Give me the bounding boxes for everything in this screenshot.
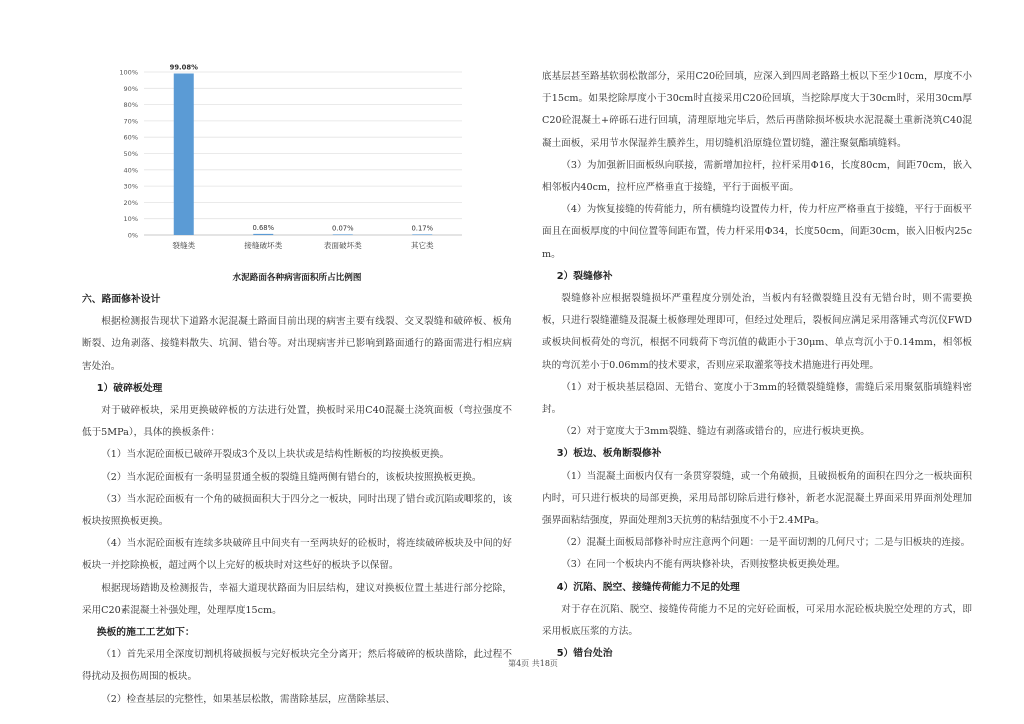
y-tick-label: 0% (127, 231, 138, 240)
y-tick-label: 60% (123, 133, 138, 142)
paragraph: 裂缝修补应根据裂缝损坏严重程度分别处治，当板内有轻微裂缝且没有无错台时，则不需要换板，只进行裂缝灌缝及混凝土板修理处理即可，但经过处理后，裂板间应满足采用落锤式弯沉仪FWD或板块间板荷处的弯沉，根据不同载荷下弯沉值的截距小于30μm、单点弯沉小于0.14mm，相邻板块的弯沉差小于0.06mm的技术要求，否则应采取灌浆等技术措施进行再处理。 (542, 293, 972, 371)
x-tick-label: 表面破坏类 (323, 241, 362, 250)
page-number: 第4页 共18页 (508, 659, 558, 668)
section-heading-6: 六、路面修补设计 (82, 294, 161, 305)
paragraph: 根据现场踏勘及检测报告，幸福大道现状路面为旧层结构，建议对换板位置土基进行部分挖除，采用C20素混凝土补强处理，处理厚度15cm。 (82, 582, 512, 616)
subheading-broken-slab: 1）破碎板处理 (96, 382, 163, 394)
chart-title: 水泥路面各种病害面积所占比例图 (232, 273, 362, 283)
subheading-edge-corner-repair: 3）板边、板角断裂修补 (556, 448, 662, 460)
x-tick-label: 接缝破坏类 (244, 241, 283, 250)
bar (412, 234, 432, 235)
y-tick-label: 50% (123, 150, 138, 158)
bar-chart (112, 60, 472, 265)
subheading-crack-repair: 2）裂缝修补 (556, 270, 613, 282)
y-tick-label: 10% (123, 215, 138, 224)
paragraph: 对于破碎板块，采用更换破碎板的方法进行处置，换板时采用C40混凝土浇筑面板（弯拉强度不低于5MPa），具体的换板条件： (82, 405, 512, 439)
bar (253, 234, 273, 235)
data-label: 99.08% (169, 63, 198, 72)
left-column (82, 60, 512, 711)
bar (174, 73, 194, 235)
y-tick-label: 100% (119, 68, 138, 77)
y-tick-label: 30% (123, 182, 138, 191)
y-tick-label: 40% (123, 166, 138, 175)
paragraph: （2）当水泥砼面板有一条明显贯通全板的裂缝且缝两侧有错台的，该板块按照换板更换。 (101, 471, 482, 483)
paragraph: （2）混凝土面板局部修补时应注意两个问题：一是平面切割的几何尺寸；二是与旧板块的连接。 (561, 537, 971, 549)
subheading-faulting: 5）错台处治 (556, 648, 613, 660)
paragraph: （3）在同一个板块内不能有两块修补块，否则按整块板更换处理。 (561, 559, 846, 571)
paragraph: 根据检测报告现状下道路水泥混凝土路面目前出现的病害主要有线裂、交叉裂缝和破碎板、板角断裂、边角剥落、接缝料散失、坑洞、错台等。对出现病害并已影响到路面通行的路面需进行相应病害处治。 (82, 316, 512, 372)
paragraph: （3）当水泥砼面板有一个角的破损面积大于四分之一板块，同时出现了错台或沉陷或唧浆的，该板块按照换板更换。 (82, 493, 512, 528)
paragraph: 对于存在沉陷、脱空、接缝传荷能力不足的完好砼面板，可采用水泥砼板块脱空处理的方式，即采用板底压浆的方法。 (542, 603, 972, 638)
paragraph: （1）当水泥砼面板已破碎开裂成3个及以上块状或是结构性断板的均按换板更换。 (101, 449, 450, 461)
x-tick-label: 裂缝类 (172, 241, 196, 250)
subheading-settlement: 4）沉陷、脱空、接缝传荷能力不足的处理 (556, 581, 740, 593)
data-label: 0.68% (252, 223, 275, 232)
paragraph: （1）对于板块基层稳固、无错台、宽度小于3mm的轻微裂缝缝修，需缝后采用聚氨脂填缝料密封。 (542, 381, 972, 416)
subheading-construction-process: 换板的施工工艺如下： (96, 627, 195, 639)
bar (333, 234, 353, 235)
right-column (542, 66, 972, 665)
paragraph: （3）为加强新旧面板纵向联接，需新增加拉杆，拉杆采用Φ16，长度80cm，间距70cm，嵌入相邻板内40cm，拉杆应严格垂直于接缝，平行于面板平面。 (542, 159, 972, 194)
paragraph: （4）为恢复接缝的传荷能力，所有横缝均设置传力杆，传力杆应严格垂直于接缝，平行于面板平面且在面板厚度的中间位置等间距布置，传力杆采用Φ34，长度50cm，间距30cm，嵌入旧板内25cm。 (542, 204, 972, 260)
paragraph: （2）检查基层的完整性，如果基层松散，需凿除基层，应凿除基层、 (101, 693, 396, 705)
paragraph: 底基层甚至路基软弱松散部分，采用C20砼回填，应深入到四周老路路土板以下至少10cm，厚度不小于15cm。如果挖除厚度小于30cm时直接采用C20砼回填，当挖除厚度大于30cm时，采用30cm厚C20砼混凝土+碎砾石进行回填，清理原地完毕后，然后再凿除损坏板块水泥混凝土重新浇筑C40混凝土面板，采用节水保湿养生膜养生，用切缝机沿原缝位置切缝，灌注聚氨酯填缝料。 (542, 71, 972, 149)
y-tick-label: 80% (123, 101, 138, 110)
data-label: 0.07% (331, 224, 354, 233)
y-tick-label: 90% (123, 84, 138, 93)
paragraph: （1）当混凝土面板内仅有一条贯穿裂缝，或一个角破损，且破损板角的面积在四分之一板块面积内时，可只进行板块的局部更换，采用局部切除后进行修补，新老水泥混凝土界面采用界面剂处理加强界面粘结强度，界面处理剂3天抗剪的粘结强度不小于2.4MPa。 (542, 470, 972, 527)
data-label: 0.17% (411, 224, 434, 233)
x-tick-label: 其它类 (410, 241, 434, 250)
chart-svg (112, 60, 472, 265)
paragraph: （2）对于宽度大于3mm裂缝、缝边有剥落或错台的，应进行板块更换。 (561, 426, 870, 438)
paragraph: （4）当水泥砼面板有连续多块破碎且中间夹有一至两块好的砼板时，将连续破碎板块及中间的好板块一并挖除换板，超过两个以上完好的板块时对这些好的板块予以保留。 (82, 538, 512, 572)
paragraph: （1）首先采用全深度切割机将破损板与完好板块完全分离开；然后将破碎的板块凿除，此过程不得扰动及损伤周围的板块。 (82, 649, 512, 683)
y-tick-label: 20% (123, 198, 138, 207)
y-tick-label: 70% (123, 117, 138, 126)
